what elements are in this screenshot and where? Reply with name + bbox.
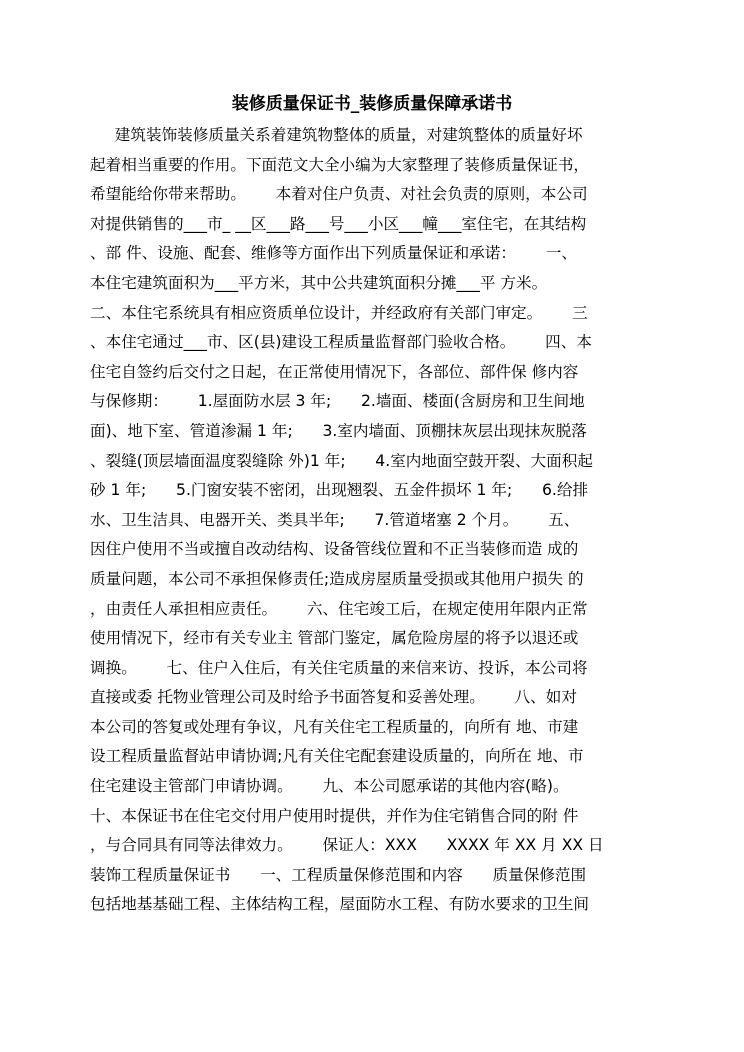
body-line: 包括地基基础工程、主体结构工程，屋面防水工程、有防水要求的卫生间 [90,895,590,914]
body-line: 砂 1 年; 5.门窗安装不密闭，出现翘裂、五金件损坏 1 年; 6.给排 [90,481,589,500]
body-line: 面)、地下室、管道渗漏 1 年; 3.室内墙面、顶棚抹灰层出现抹灰脱落 [90,421,587,440]
body-line: 对提供销售的___市_ __区___路___号___小区___幢___室住宅，在其结构 [90,214,587,233]
body-line: 住宅建设主管部门申请协调。 九、本公司愿承诺的其他内容(略)。 [90,777,569,796]
body-line: 希望能给你带来帮助。 本着对住户负责、对社会负责的原则，本公司 [90,185,588,204]
body-line: ，与合同具有同等法律效力。 保证人：XXX XXXX 年 XX 月 XX 日 [90,836,604,855]
body-line: 装饰工程质量保证书 一、工程质量保修范围和内容 质量保修范围 [90,865,587,884]
body-line: 、裂缝(顶层墙面温度裂缝除 外)1 年; 4.室内地面空鼓开裂、大面积起 [90,451,593,470]
body-line: 建筑装饰装修质量关系着建筑物整体的质量，对建筑整体的质量好坏 [90,126,583,144]
document-body [90,121,660,920]
body-line: 水、卫生洁具、电器开关、类具半年; 7.管道堵塞 2 个月。 五、 [90,510,580,529]
body-line: 本住宅建筑面积为___平方米，其中公共建筑面积分摊___平 方米。 [90,273,548,292]
body-line: 住宅自签约后交付之日起，在正常使用情况下，各部位、部件保 修内容 [90,362,579,381]
body-line: 调换。 七、住户入住后，有关住宅质量的来信来访、投诉，本公司将 [90,658,588,677]
body-line: 、部 件、设施、配套、维修等方面作出下列质量保证和承诺： 一、 [90,244,577,263]
body-line: 使用情况下，经市有关专业主 管部门鉴定，属危险房屋的将予以退还或 [90,629,579,648]
body-line: 本公司的答复或处理有争议，凡有关住宅工程质量的，向所有 地、市建 [90,717,579,736]
page-title: 装修质量保证书_装修质量保障承诺书 [231,94,513,114]
body-line: 因住户使用不当或擅自改动结构、设备管线位置和不正当装修而造 成的 [90,540,579,559]
body-line: ，由责任人承担相应责任。 六、住宅竣工后，在规定使用年限内正常 [90,599,588,618]
body-line: 直接或委 托物业管理公司及时给予书面答复和妥善处理。 八、如对 [90,688,577,707]
body-line: 起着相当重要的作用。下面范文大全小编为大家整理了装修质量保证书， [90,155,590,174]
body-line: 设工程质量监督站申请协调;凡有关住宅配套建设质量的，向所在 地、市 [90,747,584,766]
body-line: 十、本保证书在住宅交付用户使用时提供，并作为住宅销售合同的附 件 [90,806,579,825]
body-line: 、本住宅通过___市、区(县)建设工程质量监督部门验收合格。 四、本 [90,333,592,352]
body-line: 二、本住宅系统具有相应资质单位设计，并经政府有关部门审定。 三 [90,303,588,322]
body-line: 质量问题，本公司不承担保修责任;造成房屋质量受损或其他用户损失 的 [90,569,584,588]
body-line: 与保修期： 1.屋面防水层 3 年; 2.墙面、楼面(含厨房和卫生间地 [90,392,585,411]
